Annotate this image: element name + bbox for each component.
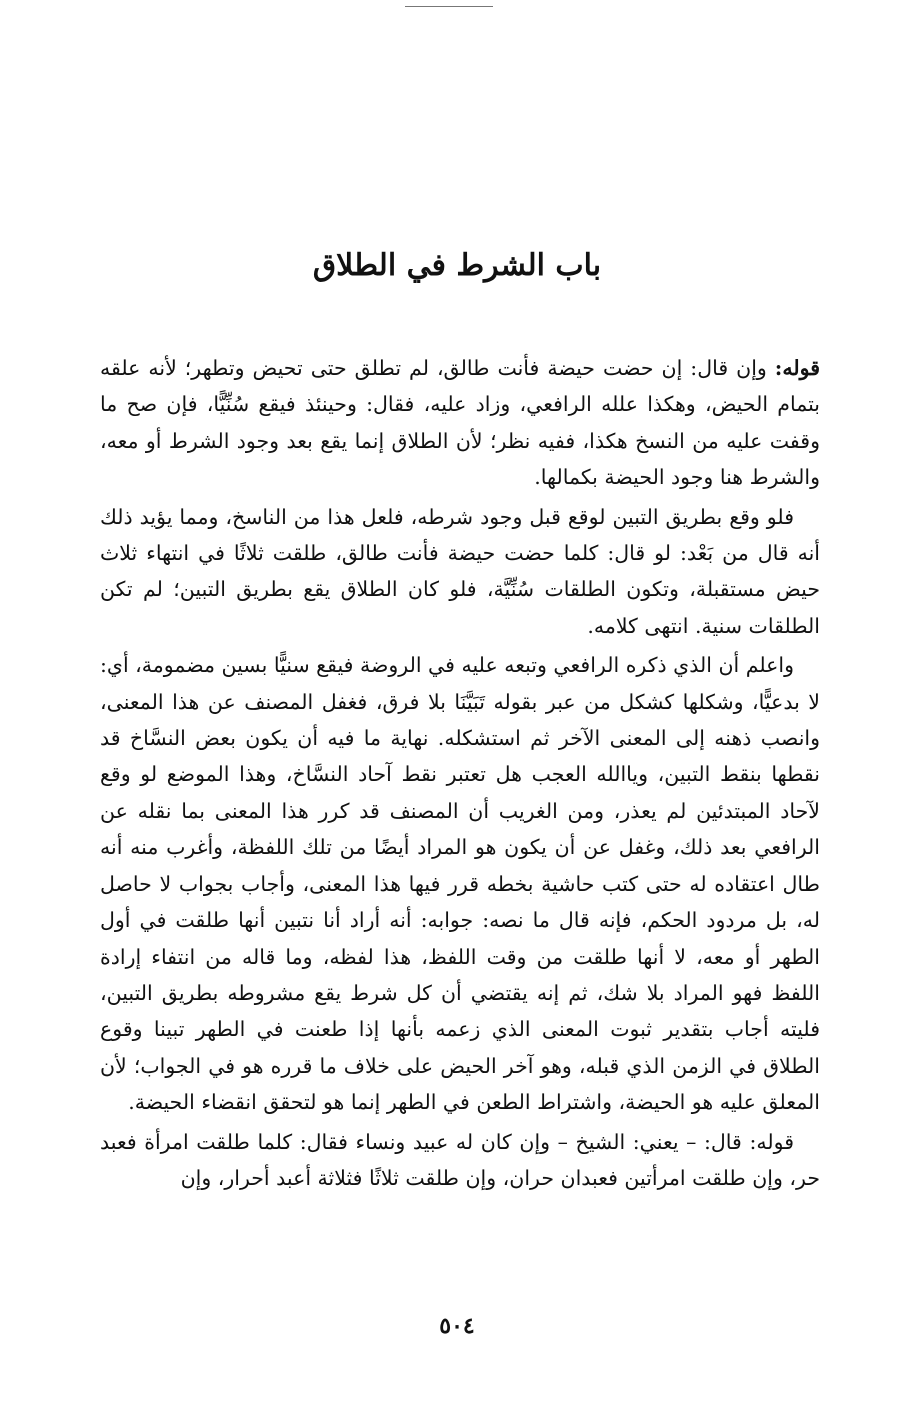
paragraph-4: قوله: قال: – يعني: الشيخ – وإن كان له عبيد ونساء فقال: كلما طلقت امرأة فعبد حر، وإن طلقت امرأتين فعبدان حران، وإن طلقت ثلاثًا فثلاثة أعبد أحرار، وإن xyxy=(100,1129,820,1190)
paragraph-3: واعلم أن الذي ذكره الرافعي وتبعه عليه في الروضة فيقع سنيًّا بسين مضمومة، أي: لا بدعيًّا، وشكلها كشكل من عبر بقوله تَبَيَّنَا بلا فرق، فغفل المصنف عن هذا المعنى، وانصب ذهنه إلى المعنى الآخر ثم استشكله. نهاية ما فيه أن يكون بعض النسَّاخ قد نقطها بنقط التبين، وياالله العجب هل تعتبر نقط آحاد النسَّاخ، وهذا الموضع لو وقع لآحاد المبتدئين لم يعذر، ومن الغريب أن المصنف قد كرر هذا المعنى بما نقله عن الرافعي بعد ذلك، وغفل عن أن يكون هو المراد أيضًا من تلك اللفظة، وأغرب منه أنه طال اعتقاده له حتى كتب حاشية بخطه قرر فيها هذا المعنى، وأجاب بجواب لا حاصل له، بل مردود الحكم، فإنه قال ما نصه: جوابه: أنه أراد أنا نتبين أنها طلقت في أول الطهر أو معه، لا أنها طلقت من وقت اللفظ، هذا لفظه، وما قاله من انتفاء إرادة اللفظ فهو المراد بلا شك، ثم إنه يقتضي أن كل شرط يقع مشروطه بطريق التبين، فليته أجاب بتقدير ثبوت المعنى الذي زعمه بأنها إذا طعنت في الطهر تبينا وقوع الطلاق في الزمن الذي قبله، وهو آخر الحيض على خلاف ما قرره هو في الجواب؛ لأن المعلق عليه هو الحيضة، واشتراط الطعن في الطهر إنما هو لتحقق انقضاء الحيضة. xyxy=(100,653,820,1115)
paragraph-2: فلو وقع بطريق التبين لوقع قبل وجود شرطه، فلعل هذا من الناسخ، ومما يؤيد ذلك أنه قال من بَعْد: لو قال: كلما حضت حيضة فأنت طالق، طلقت ثلاثًا في انتهاء ثلاث حيض مستقبلة، وتكون الطلقات سُنِّيَّة، فلو كان الطلاق يقع بطريق التبين؛ لم تكن الطلقات سنية. انتهى كلامه. xyxy=(100,504,820,638)
body-text xyxy=(100,350,820,1199)
paragraph-1 xyxy=(100,350,820,496)
chapter-title: باب الشرط في الطلاق xyxy=(312,248,602,283)
paragraph-text: وإن قال: إن حضت حيضة فأنت طالق، لم تطلق حتى تحيض وتطهر؛ لأنه علقه بتمام الحيض، وهكذا علله الرافعي، وزاد عليه، فقال: وحينئذ فيقع سُنِّيًّا، فإن صح ما وقفت عليه من النسخ هكذا، ففيه نظر؛ لأن الطلاق إنما يقع بعد وجود الشرط أو معه، والشرط هنا وجود الحيضة بكمالها. xyxy=(100,356,820,490)
paragraph-lead: قوله: xyxy=(774,356,820,380)
top-rule xyxy=(405,6,493,7)
page-number: ٥٠٤ xyxy=(439,1313,475,1339)
